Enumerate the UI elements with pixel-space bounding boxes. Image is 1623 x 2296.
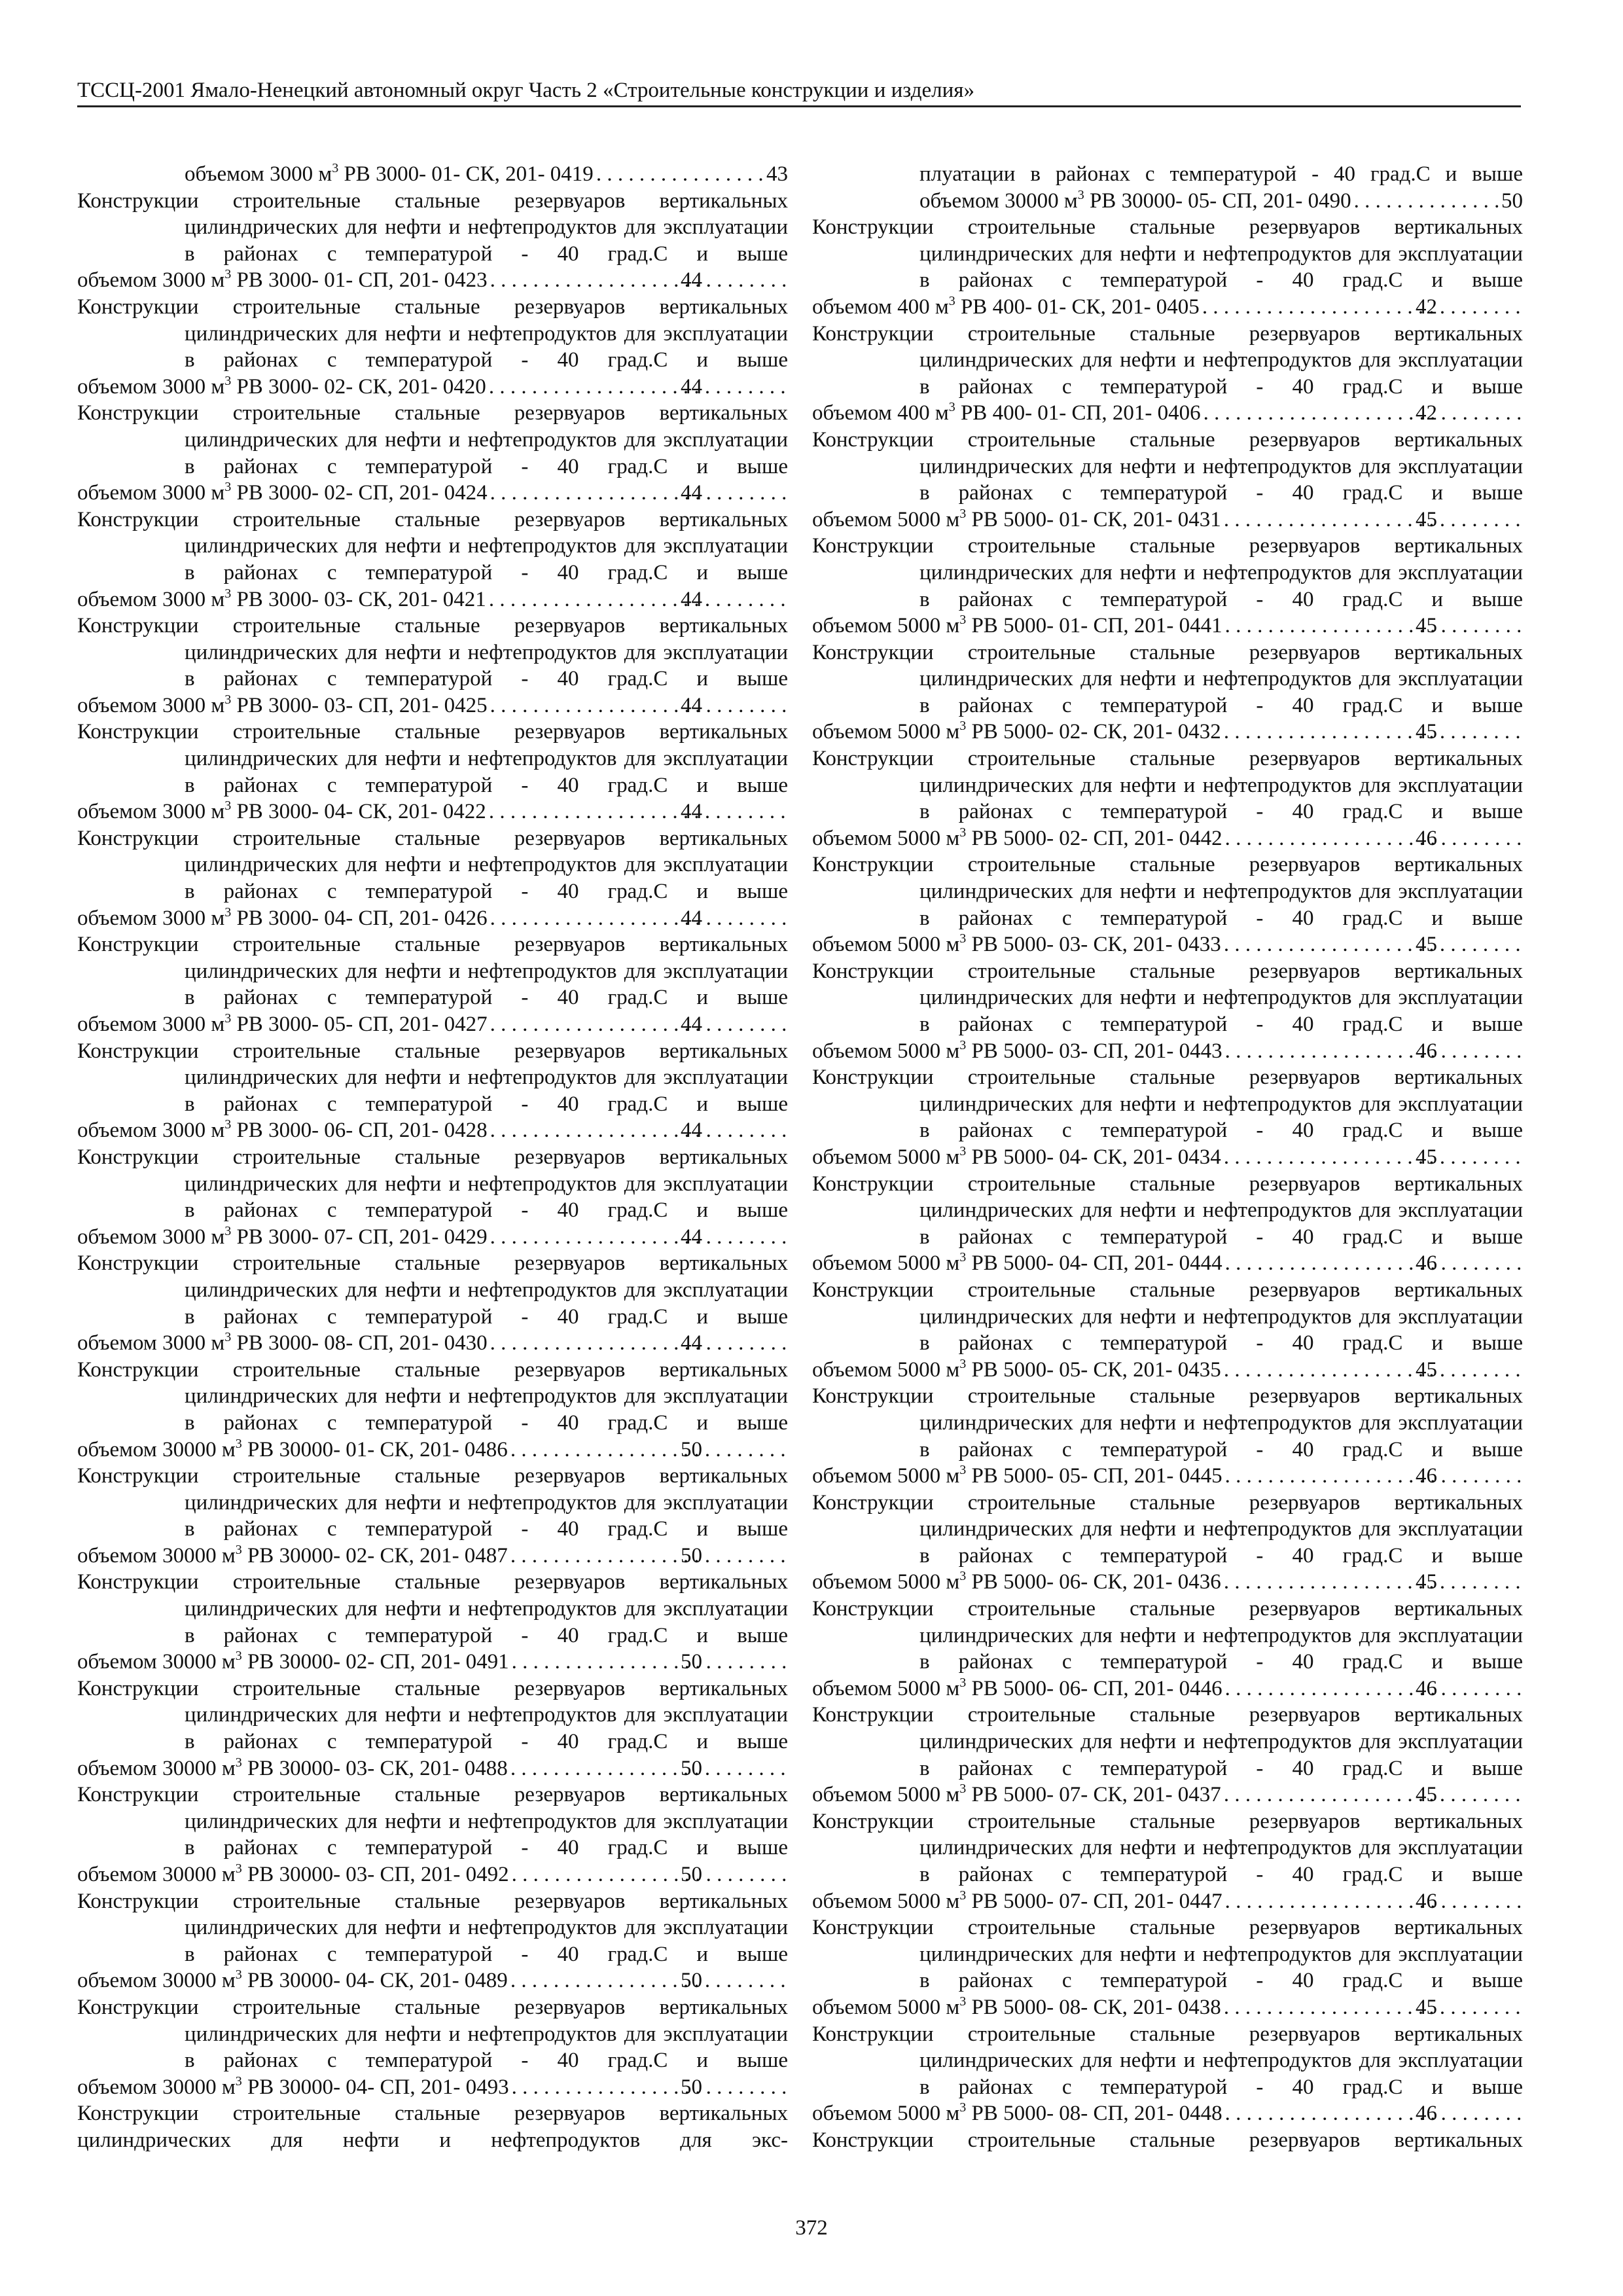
entry-volume-text: объемом 5000 $м^3$ РВ 5000- 04- СП, 201- 0444 [812, 1250, 1222, 1276]
index-entry [77, 294, 788, 400]
entry-code: РВ 5000- 05- СК, 201- 0435 [971, 1357, 1221, 1382]
unit-exponent: 3 [224, 798, 232, 814]
unit-exponent: 3 [959, 931, 967, 946]
unit-exponent: 3 [235, 1967, 242, 1982]
entry-volume-line: объемом 5000 $м^3$ РВ 5000- 03- СП, 201- 0443 . . . 46 [919, 1038, 1523, 1065]
entry-volume-text: объемом 5000 $м^3$ РВ 5000- 01- СК, 201- 0431 [812, 506, 1221, 531]
entry-code: РВ 5000- 06- СК, 201- 0436 [971, 1570, 1221, 1594]
entry-description: Конструкции строительные стальные резервуаров вертикальных цилиндрических для нефти и нефтепродуктов для эксплуатации в районах с температурой - 40 град.С и выше [812, 1490, 1523, 1568]
entry-volume-line: объемом 5000 $м^3$ РВ 5000- 05- СК, 201- 0435 . . . 45 [919, 1357, 1523, 1384]
entry-description: Конструкции строительные стальные резервуаров вертикальных цилиндрических для нефти и нефтепродуктов для эксплуатации в районах с температурой - 40 град.С и выше [812, 747, 1523, 824]
entry-code: РВ 400- 01- СК, 201- 0405 [960, 295, 1200, 319]
index-entry [812, 533, 1523, 639]
unit-exponent: 3 [959, 719, 967, 734]
unit-exponent: 3 [224, 905, 232, 920]
index-entry [77, 931, 788, 1037]
dot-leader [1351, 188, 1499, 215]
running-header: ТССЦ-2001 Ямало-Ненецкий автономный округ Часть 2 «Строительные конструкции и изделия» [77, 79, 974, 102]
entry-volume-text: объемом 3000 $м^3$ РВ 3000- 03- СП, 201- 0425 [77, 692, 488, 717]
index-entry [812, 1383, 1523, 1489]
unit-exponent: 3 [959, 613, 967, 628]
entry-volume-text: объемом 3000 $м^3$ РВ 3000- 05- СП, 201- 0427 [77, 1011, 488, 1036]
entry-description: Конструкции строительные стальные резервуаров вертикальных цилиндрических для нефти и нефтепродуктов для эксплуатации в районах с температурой - 40 град.С и выше [77, 1039, 788, 1116]
index-entry [77, 1250, 788, 1356]
entry-code: РВ 3000- 04- СК, 201- 0422 [236, 800, 486, 824]
index-entry [77, 1463, 788, 1569]
index-entry [812, 321, 1523, 427]
entry-code: РВ 3000- 03- СП, 201- 0425 [236, 693, 488, 717]
index-entry [77, 400, 788, 506]
entry-description: Конструкции строительные стальные резервуаров вертикальных цилиндрических для нефти и нефтепродуктов для эксплуатации в районах с температурой - 40 град.С и выше [77, 1145, 788, 1223]
dot-leader [488, 692, 785, 719]
entry-volume-text: объемом 5000 $м^3$ РВ 5000- 05- СК, 201- 0435 [812, 1356, 1221, 1382]
index-entry [812, 639, 1523, 745]
unit-exponent: 3 [959, 1463, 967, 1478]
entry-description: Конструкции строительные стальные резервуаров вертикальных цилиндрических для нефти и нефтепродуктов для эксплуатации в районах с температурой - 40 град.С и выше [77, 1570, 788, 1647]
entry-description: Конструкции строительные стальные резервуаров вертикальных цилиндрических для нефти и нефтепродуктов для эксплуатации в районах с температурой - 40 град.С и выше [77, 1995, 788, 2073]
entry-description: Конструкции строительные стальные резервуаров вертикальных цилиндрических для нефти и нефтепродуктов для эксплуатации в районах с температурой - 40 град.С и выше [77, 1357, 788, 1435]
entry-volume-text: объемом 30000 $м^3$ РВ 30000- 01- СК, 201- 0486 [77, 1436, 508, 1462]
page-number: 372 [795, 2216, 828, 2240]
entry-description: Конструкции строительные стальные резервуаров вертикальных цилиндрических для нефти и нефтепродуктов для эксплуатации в районах с температурой - 40 град.С и выше [77, 933, 788, 1010]
unit-exponent: 3 [1077, 187, 1084, 202]
dot-leader [486, 798, 785, 825]
entry-description: Конструкции строительные стальные резервуаров вертикальных цилиндрических для нефти и нефтепродуктов для эксплуатации в районах с температурой - 40 град.С и выше [812, 640, 1523, 717]
index-entry [812, 1914, 1523, 2020]
entry-description: Конструкции строительные стальные резервуаров вертикальных цилиндрических для нефти и нефтепродуктов для эксплуатации в районах с температурой - 40 град.С и выше [812, 1384, 1523, 1462]
unit-exponent: 3 [224, 692, 232, 707]
entry-code: РВ 30000- 02- СП, 201- 0491 [247, 1650, 509, 1674]
unit-exponent: 3 [224, 1223, 232, 1238]
index-entry [812, 1171, 1523, 1277]
unit-exponent: 3 [959, 1888, 967, 1903]
entry-description: Конструкции строительные стальные резервуаров вертикальных цилиндрических для нефти и нефтепродуктов для эксплуатации в районах с температурой - 40 град.С и выше [812, 1809, 1523, 1886]
entry-volume-text: объемом 5000 $м^3$ РВ 5000- 05- СП, 201- 0445 [812, 1463, 1222, 1488]
index-entry [812, 2021, 1523, 2127]
entry-volume-line: объемом 30000 $м^3$ РВ 30000- 02- СК, 201- 0487 . . . 50 [185, 1543, 788, 1570]
entry-description: Конструкции строительные стальные резервуаров вертикальных цилиндрических для нефти и нефтепродуктов для эксплуатации в районах с температурой - 40 град.С и выше [77, 401, 788, 478]
index-entry-continued [812, 161, 1523, 214]
entry-volume-line [919, 188, 1523, 215]
entry-volume-line: объемом 5000 $м^3$ РВ 5000- 05- СП, 201- 0445 . . . 46 [919, 1463, 1523, 1490]
dot-leader [509, 1861, 785, 1888]
entry-volume-text: объемом 30000 $м^3$ РВ 30000- 04- СП, 201- 0493 [77, 2073, 509, 2099]
index-entry [812, 1702, 1523, 1808]
entry-volume-line: объемом 5000 $м^3$ РВ 5000- 01- СК, 201- 0431 . . . 45 [919, 507, 1523, 533]
unit-exponent: 3 [959, 825, 967, 840]
unit-exponent: 3 [959, 1037, 967, 1052]
entry-volume-text: объемом 400 $м^3$ РВ 400- 01- СП, 201- 0406 [812, 400, 1201, 425]
entry-volume-line: объемом 3000 $м^3$ РВ 3000- 05- СП, 201- 0427 . . . 44 [185, 1011, 788, 1038]
index-entry [77, 825, 788, 931]
entry-volume-line: объемом 5000 $м^3$ РВ 5000- 07- СК, 201- 0437 . . . 45 [919, 1782, 1523, 1808]
entry-code: РВ 3000- 07- СП, 201- 0429 [236, 1225, 488, 1249]
entry-code: РВ 3000- 01- СК, 201- 0419 [344, 162, 594, 186]
entry-description: Конструкции строительные стальные резервуаров вертикальных цилиндрических для нефти и нефтепродуктов для эксплуатации в районах с температурой - 40 град.С и выше [812, 853, 1523, 930]
unit-exponent: 3 [224, 586, 232, 601]
entry-description: Конструкции строительные стальные резервуаров вертикальных цилиндрических для нефти и нефтепродуктов для эксплуатации в районах с температурой - 40 град.С и выше [812, 2022, 1523, 2099]
dot-leader [509, 1649, 785, 1676]
entry-code: РВ 3000- 01- СП, 201- 0423 [236, 268, 488, 293]
entry-code: РВ 5000- 03- СК, 201- 0433 [971, 933, 1221, 957]
entry-description: Конструкции строительные стальные резервуаров вертикальных цилиндрических для нефти и нефтепродуктов для эксплуатации в районах с температурой - 40 град.С и выше [812, 1916, 1523, 1993]
entry-volume-text: объемом 400 $м^3$ РВ 400- 01- СК, 201- 0405 [812, 293, 1200, 319]
entry-volume-text: объемом 3000 $м^3$ РВ 3000- 04- СП, 201- 0426 [77, 905, 488, 930]
entry-code: РВ 30000- 01- СК, 201- 0486 [247, 1437, 508, 1462]
entry-volume-text: объемом 3000 $м^3$ РВ 3000- 06- СП, 201- 0428 [77, 1117, 488, 1143]
entry-volume-line: объемом 30000 $м^3$ РВ 30000- 02- СП, 201- 0491 . . . 50 [185, 1649, 788, 1676]
entry-volume-line: объемом 5000 $м^3$ РВ 5000- 06- СК, 201- 0436 . . . 45 [919, 1569, 1523, 1596]
dot-leader [1221, 1994, 1520, 2021]
entry-volume-text: объемом 5000 $м^3$ РВ 5000- 07- СП, 201- 0447 [812, 1888, 1222, 1913]
entry-description: Конструкции строительные стальные резервуаров вертикальных цилиндрических для нефти и нефтепродуктов для эксплуатации в районах с температурой - 40 град.С и выше [812, 1597, 1523, 1674]
entry-volume-line: объемом 5000 $м^3$ РВ 5000- 08- СК, 201- 0438 . . . 45 [919, 1994, 1523, 2021]
index-column-right [812, 161, 1523, 2154]
dot-leader [1221, 931, 1520, 958]
entry-volume-line: объемом 3000 $м^3$ РВ 3000- 03- СП, 201- 0425 . . . 44 [185, 692, 788, 719]
entry-code: РВ 3000- 02- СК, 201- 0420 [236, 374, 486, 399]
index-entry [812, 958, 1523, 1064]
unit-exponent: 3 [235, 1861, 242, 1876]
entry-code: РВ 5000- 07- СП, 201- 0447 [971, 1889, 1222, 1913]
entry-volume-text: объемом 5000 $м^3$ РВ 5000- 02- СК, 201- 0432 [812, 719, 1221, 744]
entry-volume-line: объемом 3000 $м^3$ РВ 3000- 04- СК, 201- 0422 . . . 44 [185, 798, 788, 825]
entry-volume-line: объемом 400 $м^3$ РВ 400- 01- СК, 201- 0405 . . . 42 [919, 294, 1523, 321]
entry-volume-line: объемом 30000 $м^3$ РВ 30000- 03- СП, 201- 0492 . . . 50 [185, 1861, 788, 1888]
unit-exponent: 3 [959, 1250, 967, 1265]
entry-description: Конструкции строительные стальные резервуаров вертикальных цилиндрических для нефти и нефтепродуктов для эксплуатации в районах с температурой - 40 град.С и выше [812, 215, 1523, 293]
index-entry [77, 613, 788, 719]
entry-code: РВ 5000- 04- СК, 201- 0434 [971, 1145, 1221, 1169]
entry-volume-line: объемом 3000 $м^3$ РВ 3000- 04- СП, 201- 0426 . . . 44 [185, 905, 788, 932]
entry-volume-text: объемом 3000 $м^3$ РВ 3000- 01- СК, 201- 0419 [185, 161, 594, 186]
unit-exponent: 3 [224, 1330, 232, 1345]
index-entry-fragment [77, 2100, 788, 2153]
unit-exponent: 3 [235, 1649, 242, 1664]
entry-volume-line: объемом 30000 $м^3$ РВ 30000- 03- СК, 201- 0488 . . . 50 [185, 1755, 788, 1782]
entry-code: РВ 3000- 05- СП, 201- 0427 [236, 1013, 488, 1036]
dot-leader [488, 1330, 785, 1357]
unit-exponent: 3 [959, 506, 967, 521]
dot-leader [488, 1117, 785, 1144]
unit-exponent: 3 [235, 1755, 242, 1770]
entry-volume-line: объемом 3000 $м^3$ РВ 3000- 03- СК, 201- 0421 . . . 44 [185, 586, 788, 613]
entry-code: РВ 30000- 04- СК, 201- 0489 [247, 1969, 508, 1993]
index-entry [77, 507, 788, 613]
unit-exponent: 3 [235, 2073, 242, 2089]
index-entry [77, 1888, 788, 1994]
entry-code: РВ 5000- 04- СП, 201- 0444 [971, 1251, 1222, 1276]
entry-volume-text: объемом 5000 $м^3$ РВ 5000- 06- СП, 201- 0446 [812, 1675, 1222, 1700]
unit-exponent: 3 [224, 1117, 232, 1132]
unit-exponent: 3 [224, 267, 232, 282]
entry-description: Конструкции строительные стальные резервуаров вертикальных цилиндрических для нефти и нефтепродуктов для эксплуатации в районах с температурой - 40 град.С и выше [77, 1251, 788, 1329]
entry-volume-line: объемом 400 $м^3$ РВ 400- 01- СП, 201- 0406 . . . 42 [919, 400, 1523, 427]
entry-code: РВ 3000- 02- СП, 201- 0424 [236, 481, 488, 505]
dot-leader [1221, 1144, 1520, 1171]
dot-leader [1222, 1888, 1520, 1915]
dot-leader [488, 1011, 785, 1038]
entry-code: РВ 30000- 02- СК, 201- 0487 [247, 1543, 508, 1568]
unit-exponent: 3 [948, 293, 955, 308]
unit-exponent: 3 [235, 1436, 242, 1451]
dot-leader [508, 1543, 785, 1570]
unit-exponent: 3 [959, 1356, 967, 1371]
index-entry [77, 188, 788, 294]
index-entry [812, 852, 1523, 958]
entry-volume-text: объемом 5000 $м^3$ РВ 5000- 08- СК, 201- 0438 [812, 1994, 1221, 2019]
unit-exponent: 3 [959, 1143, 967, 1158]
dot-leader [1222, 1463, 1520, 1490]
dot-leader [1200, 294, 1520, 321]
index-entry [812, 1808, 1523, 1914]
index-entry [77, 1038, 788, 1144]
dot-leader [1222, 613, 1520, 639]
entry-volume-text: объемом 3000 $м^3$ РВ 3000- 03- СК, 201- 0421 [77, 586, 486, 611]
entry-volume-line: объемом 5000 $м^3$ РВ 5000- 04- СК, 201- 0434 . . . 45 [919, 1144, 1523, 1171]
entry-description: Конструкции строительные стальные резервуаров вертикальных цилиндрических для нефти и нефтепродуктов для эксплуатации в районах с температурой - 40 град.С и выше [812, 321, 1523, 399]
entry-description: Конструкции строительные стальные резервуаров вертикальных цилиндрических для нефти и нефтепродуктов для эксплуатации в районах с температурой - 40 град.С и выше [77, 1783, 788, 1860]
dot-leader [1222, 825, 1520, 852]
entry-volume-text: объемом 30000 $м^3$ РВ 30000- 03- СК, 201- 0488 [77, 1755, 508, 1780]
entry-description: Конструкции строительные стальные резервуаров вертикальных цилиндрических для нефти и нефтепродуктов для эксплуатации в районах с температурой - 40 град.С и выше [812, 534, 1523, 611]
dot-leader [594, 161, 764, 188]
entry-code: РВ 30000- 05- СП, 201- 0490 [1089, 188, 1351, 213]
entry-volume-text: объемом 3000 $м^3$ РВ 3000- 07- СП, 201- 0429 [77, 1223, 488, 1249]
dot-leader [1221, 719, 1520, 745]
entry-description: Конструкции строительные стальные резервуаров вертикальных цилиндрических для нефти и нефтепродуктов для эксплуатации в районах с температурой - 40 град.С и выше [812, 1703, 1523, 1780]
entry-volume-line: объемом 30000 $м^3$ РВ 30000- 04- СП, 201- 0493 . . . 50 [185, 2074, 788, 2101]
index-entry [812, 1277, 1523, 1383]
entry-description: Конструкции строительные стальные резервуаров вертикальных цилиндрических для нефти и нефтепродуктов для эксплуатации в районах с температурой - 40 град.С и выше [77, 507, 788, 584]
entry-code: РВ 5000- 08- СП, 201- 0448 [971, 2102, 1222, 2126]
entry-volume-text: объемом 30000 $м^3$ РВ 30000- 05- СП, 201- 0490 [919, 187, 1351, 213]
entry-volume-text: объемом 5000 $м^3$ РВ 5000- 01- СП, 201- 0441 [812, 613, 1222, 638]
dot-leader [488, 1224, 785, 1251]
entry-description: Конструкции строительные стальные резервуаров вертикальных цилиндрических для нефти и нефтепродуктов для эксплуатации в районах с температурой - 40 град.С и выше [812, 959, 1523, 1036]
entry-description: Конструкции строительные стальные резервуаров вертикальных цилиндрических для нефти и нефтепродуктов для эксплуатации в районах с температурой - 40 град.С и выше [77, 614, 788, 691]
dot-leader [508, 1967, 785, 1994]
entry-code: РВ 30000- 04- СП, 201- 0493 [247, 2075, 509, 2099]
entry-code: РВ 5000- 01- СК, 201- 0431 [971, 507, 1221, 531]
index-column-left [77, 161, 788, 2154]
entry-volume-line [185, 161, 788, 188]
entry-code: РВ 5000- 01- СП, 201- 0441 [971, 614, 1222, 638]
entry-volume-text: объемом 5000 $м^3$ РВ 5000- 02- СП, 201- 0442 [812, 825, 1222, 850]
entry-volume-line: объемом 5000 $м^3$ РВ 5000- 02- СП, 201- 0442 . . . 46 [919, 825, 1523, 852]
entry-description-fragment: Конструкции строительные стальные резервуаров вертикальных [812, 2128, 1523, 2152]
unit-exponent: 3 [959, 1675, 967, 1690]
entry-volume-line: объемом 5000 $м^3$ РВ 5000- 08- СП, 201- 0448 . . . 46 [919, 2100, 1523, 2127]
entry-page-number: 43 [766, 162, 788, 186]
entry-volume-line: объемом 5000 $м^3$ РВ 5000- 02- СК, 201- 0432 . . . 45 [919, 719, 1523, 745]
entry-description-fragment: плуатации в районах с температурой - 40 град.С и выше [919, 162, 1523, 186]
entry-volume-line: объемом 3000 $м^3$ РВ 3000- 02- СП, 201- 0424 . . . 44 [185, 480, 788, 507]
dot-leader [1222, 2100, 1520, 2127]
index-entry [812, 427, 1523, 533]
entry-code: РВ 5000- 02- СК, 201- 0432 [971, 720, 1221, 744]
entry-volume-line: объемом 30000 $м^3$ РВ 30000- 01- СК, 201- 0486 . . . 50 [185, 1437, 788, 1463]
dot-leader [1221, 1569, 1520, 1596]
index-entry [77, 1782, 788, 1888]
entry-code: РВ 30000- 03- СК, 201- 0488 [247, 1756, 508, 1780]
unit-exponent: 3 [224, 1011, 232, 1026]
entry-description: Конструкции строительные стальные резервуаров вертикальных цилиндрических для нефти и нефтепродуктов для эксплуатации в районах с температурой - 40 град.С и выше [77, 826, 788, 904]
entry-volume-text: объемом 30000 $м^3$ РВ 30000- 02- СК, 201- 0487 [77, 1542, 508, 1568]
entry-description-fragment: Конструкции строительные стальные резервуаров вертикальных [77, 2102, 788, 2126]
entry-volume-text: объемом 5000 $м^3$ РВ 5000- 04- СК, 201- 0434 [812, 1143, 1221, 1169]
index-entry [812, 1596, 1523, 1702]
entry-volume-line: объемом 5000 $м^3$ РВ 5000- 01- СП, 201- 0441 . . . 45 [919, 613, 1523, 639]
dot-leader [488, 905, 785, 932]
entry-volume-line: объемом 30000 $м^3$ РВ 30000- 04- СК, 201- 0489 . . . 50 [185, 1967, 788, 1994]
entry-description: Конструкции строительные стальные резервуаров вертикальных цилиндрических для нефти и нефтепродуктов для эксплуатации в районах с температурой - 40 град.С и выше [812, 1066, 1523, 1143]
entry-volume-text: объемом 30000 $м^3$ РВ 30000- 02- СП, 201- 0491 [77, 1649, 509, 1674]
dot-leader [1201, 400, 1520, 427]
entry-volume-line: объемом 5000 $м^3$ РВ 5000- 07- СП, 201- 0447 . . . 46 [919, 1888, 1523, 1915]
index-entry [77, 719, 788, 825]
dot-leader [1222, 1038, 1520, 1065]
dot-leader [1221, 507, 1520, 533]
unit-exponent: 3 [959, 1782, 967, 1797]
index-entry [77, 1676, 788, 1782]
dot-leader [508, 1755, 785, 1782]
entry-description: Конструкции строительные стальные резервуаров вертикальных цилиндрических для нефти и нефтепродуктов для эксплуатации в районах с температурой - 40 град.С и выше [77, 188, 788, 266]
entry-volume-text: объемом 5000 $м^3$ РВ 5000- 08- СП, 201- 0448 [812, 2100, 1222, 2126]
index-entry-fragment [812, 2127, 1523, 2154]
entry-code: РВ 5000- 08- СК, 201- 0438 [971, 1995, 1221, 2019]
entry-description: Конструкции строительные стальные резервуаров вертикальных цилиндрических для нефти и нефтепродуктов для эксплуатации в районах с температурой - 40 град.С и выше [77, 1676, 788, 1754]
dot-leader [488, 267, 785, 294]
entry-volume-text: объемом 30000 $м^3$ РВ 30000- 04- СК, 201- 0489 [77, 1967, 508, 1993]
entry-description-fragment: цилиндрических для нефти и нефтепродуктов для экс- [77, 2128, 788, 2152]
entry-code: РВ 3000- 08- СП, 201- 0430 [236, 1331, 488, 1355]
entry-volume-text: объемом 5000 $м^3$ РВ 5000- 06- СК, 201- 0436 [812, 1569, 1221, 1594]
dot-leader [486, 586, 785, 613]
entry-volume-line: объемом 5000 $м^3$ РВ 5000- 03- СК, 201- 0433 . . . 45 [919, 931, 1523, 958]
unit-exponent: 3 [332, 161, 339, 175]
dot-leader [1222, 1676, 1520, 1702]
entry-volume-line: объемом 5000 $м^3$ РВ 5000- 04- СП, 201- 0444 . . . 46 [919, 1250, 1523, 1277]
entry-description: Конструкции строительные стальные резервуаров вертикальных цилиндрических для нефти и нефтепродуктов для эксплуатации в районах с температурой - 40 град.С и выше [812, 1278, 1523, 1355]
entry-volume-text: объемом 30000 $м^3$ РВ 30000- 03- СП, 201- 0492 [77, 1861, 509, 1886]
dot-leader [509, 2074, 785, 2101]
dot-leader [508, 1437, 785, 1463]
unit-exponent: 3 [235, 1542, 242, 1557]
entry-volume-text: объемом 5000 $м^3$ РВ 5000- 03- СП, 201- 0443 [812, 1037, 1222, 1063]
entry-code: РВ 30000- 03- СП, 201- 0492 [247, 1863, 509, 1886]
entry-code: РВ 400- 01- СП, 201- 0406 [960, 401, 1201, 425]
index-entry [77, 1144, 788, 1250]
index-entry-continued [77, 161, 788, 188]
entry-code: РВ 3000- 04- СП, 201- 0426 [236, 906, 488, 930]
entry-code: РВ 3000- 06- СП, 201- 0428 [236, 1119, 488, 1143]
index-entry [812, 1064, 1523, 1170]
entry-volume-text: объемом 5000 $м^3$ РВ 5000- 07- СК, 201- 0437 [812, 1782, 1221, 1807]
index-entry [77, 1569, 788, 1675]
index-entry [812, 1490, 1523, 1596]
dot-leader [1222, 1250, 1520, 1277]
index-entry [812, 214, 1523, 320]
unit-exponent: 3 [959, 1569, 967, 1584]
index-entry [77, 1994, 788, 2100]
entry-code: РВ 5000- 07- СК, 201- 0437 [971, 1783, 1221, 1807]
index-entry [812, 745, 1523, 852]
entry-description: Конструкции строительные стальные резервуаров вертикальных цилиндрических для нефти и нефтепродуктов для эксплуатации в районах с температурой - 40 град.С и выше [77, 1464, 788, 1541]
dot-leader [486, 374, 785, 401]
index-entry [77, 1357, 788, 1463]
entry-description: Конструкции строительные стальные резервуаров вертикальных цилиндрических для нефти и нефтепродуктов для эксплуатации в районах с температурой - 40 град.С и выше [77, 1889, 788, 1966]
entry-code: РВ 3000- 03- СК, 201- 0421 [236, 587, 486, 611]
entry-volume-text: объемом 3000 $м^3$ РВ 3000- 02- СП, 201- 0424 [77, 480, 488, 505]
entry-page-number: 50 [1501, 188, 1523, 213]
entry-description: Конструкции строительные стальные резервуаров вертикальных цилиндрических для нефти и нефтепродуктов для эксплуатации в районах с температурой - 40 град.С и выше [812, 1172, 1523, 1249]
header-rule [77, 105, 1521, 107]
entry-code: РВ 5000- 05- СП, 201- 0445 [971, 1464, 1222, 1488]
unit-exponent: 3 [948, 400, 955, 415]
unit-exponent: 3 [959, 2100, 967, 2115]
dot-leader [1221, 1782, 1520, 1808]
entry-volume-line: объемом 3000 $м^3$ РВ 3000- 02- СК, 201- 0420 . . . 44 [185, 374, 788, 401]
entry-volume-line: объемом 3000 $м^3$ РВ 3000- 08- СП, 201- 0430 . . . 44 [185, 1330, 788, 1357]
entry-volume-text: объемом 3000 $м^3$ РВ 3000- 02- СК, 201- 0420 [77, 373, 486, 399]
entry-code: РВ 5000- 06- СП, 201- 0446 [971, 1676, 1222, 1700]
entry-volume-text: объемом 3000 $м^3$ РВ 3000- 01- СП, 201- 0423 [77, 267, 488, 293]
entry-volume-line: объемом 3000 $м^3$ РВ 3000- 06- СП, 201- 0428 . . . 44 [185, 1117, 788, 1144]
entry-volume-line: объемом 5000 $м^3$ РВ 5000- 06- СП, 201- 0446 . . . 46 [919, 1676, 1523, 1702]
entry-description: Конструкции строительные стальные резервуаров вертикальных цилиндрических для нефти и нефтепродуктов для эксплуатации в районах с температурой - 40 град.С и выше [77, 295, 788, 372]
entry-volume-text: объемом 3000 $м^3$ РВ 3000- 04- СК, 201- 0422 [77, 798, 486, 824]
entry-description: Конструкции строительные стальные резервуаров вертикальных цилиндрических для нефти и нефтепродуктов для эксплуатации в районах с температурой - 40 град.С и выше [77, 720, 788, 797]
entry-code: РВ 5000- 02- СП, 201- 0442 [971, 826, 1222, 850]
entry-volume-line: объемом 3000 $м^3$ РВ 3000- 07- СП, 201- 0429 . . . 44 [185, 1224, 788, 1251]
entry-volume-text: объемом 5000 $м^3$ РВ 5000- 03- СК, 201- 0433 [812, 931, 1221, 957]
dot-leader [1221, 1357, 1520, 1384]
entry-volume-text: объемом 3000 $м^3$ РВ 3000- 08- СП, 201- 0430 [77, 1330, 488, 1355]
dot-leader [488, 480, 785, 507]
entry-description: Конструкции строительные стальные резервуаров вертикальных цилиндрических для нефти и нефтепродуктов для эксплуатации в районах с температурой - 40 град.С и выше [812, 427, 1523, 505]
unit-exponent: 3 [959, 1994, 967, 2009]
unit-exponent: 3 [224, 373, 232, 388]
entry-code: РВ 5000- 03- СП, 201- 0443 [971, 1039, 1222, 1063]
entry-volume-line: объемом 3000 $м^3$ РВ 3000- 01- СП, 201- 0423 . . . 44 [185, 267, 788, 294]
unit-exponent: 3 [224, 480, 232, 495]
